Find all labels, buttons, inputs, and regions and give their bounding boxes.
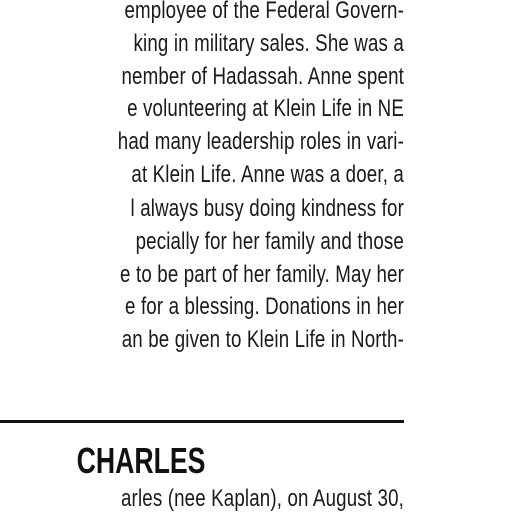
obituary-text-line: nember of Hadassah. Anne spent xyxy=(121,63,404,90)
obituary-text-line: king in military sales. She was a xyxy=(133,30,404,57)
obituary-first-line: arles (nee Kaplan), on August 30, xyxy=(120,485,405,512)
obituary-text-line: an be given to Klein Life in North- xyxy=(121,326,404,353)
obituary-text-line: e to be part of her family. May her xyxy=(120,261,404,288)
obituary-text-line: employee of the Federal Govern- xyxy=(124,0,404,24)
obituary-text-line: l always busy doing kindness for xyxy=(130,195,405,222)
obituary-name-heading: CHARLES xyxy=(76,440,206,481)
obituary-text-line: e for a blessing. Donations in her xyxy=(125,293,405,320)
obituary-text-line: had many leadership roles in vari- xyxy=(117,128,404,155)
obituary-text-line: pecially for her family and those xyxy=(135,228,404,255)
section-divider xyxy=(0,420,404,423)
obituary-text-line: e volunteering at Klein Life in NE xyxy=(127,95,404,122)
obituary-text-line: at Klein Life. Anne was a doer, a xyxy=(131,161,404,188)
